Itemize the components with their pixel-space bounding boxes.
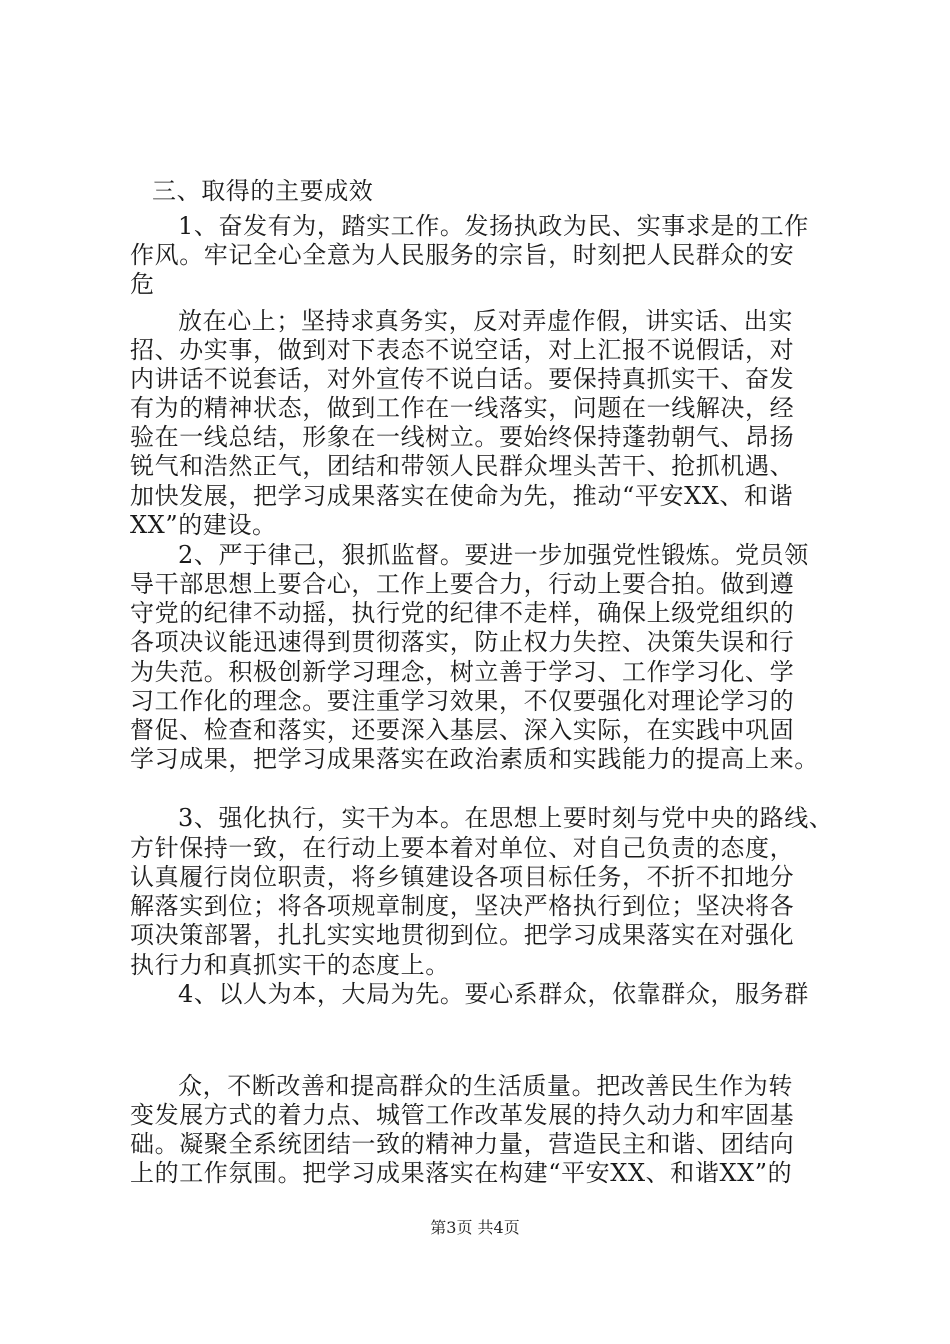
paragraph-line: 导干部思想上要合心，工作上要合力，行动上要合拍。做到遵 <box>130 570 795 598</box>
paragraph-line: 为失范。积极创新学习理念，树立善于学习、工作学习化、学 <box>130 658 795 686</box>
paragraph-line: 习工作化的理念。要注重学习效果，不仅要强化对理论学习的 <box>130 687 795 715</box>
paragraph-line: 上的工作氛围。把学习成果落实在构建“平安XX、和谐XX”的 <box>130 1159 793 1187</box>
paragraph-line: XX”的建设。 <box>130 511 277 539</box>
paragraph-line: 作风。牢记全心全意为人民服务的宗旨，时刻把人民群众的安 <box>130 241 795 269</box>
paragraph-line: 2、严于律己，狠抓监督。要进一步加强党性锻炼。党员领 <box>178 541 809 569</box>
paragraph-line: 众，不断改善和提高群众的生活质量。把改善民生作为转 <box>178 1072 793 1100</box>
paragraph-line: 3、强化执行，实干为本。在思想上要时刻与党中央的路线、 <box>178 804 834 832</box>
paragraph-line: 危 <box>130 270 155 298</box>
paragraph-line: 有为的精神状态，做到工作在一线落实，问题在一线解决，经 <box>130 394 795 422</box>
paragraph-line: 放在心上；坚持求真务实，反对弄虚作假，讲实话、出实 <box>178 307 793 335</box>
paragraph-line: 项决策部署，扎扎实实地贯彻到位。把学习成果落实在对强化 <box>130 921 795 949</box>
paragraph-line: 锐气和浩然正气，团结和带领人民群众埋头苦干、抢抓机遇、 <box>130 452 795 480</box>
paragraph-line: 变发展方式的着力点、城管工作改革发展的持久动力和牢固基 <box>130 1101 795 1129</box>
paragraph-line: 1、奋发有为，踏实工作。发扬执政为民、实事求是的工作 <box>178 212 809 240</box>
paragraph-line: 执行力和真抓实干的态度上。 <box>130 951 450 979</box>
paragraph-line: 认真履行岗位职责，将乡镇建设各项目标任务，不折不扣地分 <box>130 863 795 891</box>
paragraph-line: 各项决议能迅速得到贯彻落实，防止权力失控、决策失误和行 <box>130 628 795 656</box>
paragraph-line: 加快发展，把学习成果落实在使命为先，推动“平安XX、和谐 <box>130 482 794 510</box>
paragraph-line: 础。凝聚全系统团结一致的精神力量，营造民主和谐、团结向 <box>130 1130 795 1158</box>
paragraph-line: 学习成果，把学习成果落实在政治素质和实践能力的提高上来。 <box>130 745 819 773</box>
paragraph-line: 内讲话不说套话，对外宣传不说白话。要保持真抓实干、奋发 <box>130 365 795 393</box>
paragraph-line: 督促、检查和落实，还要深入基层、深入实际，在实践中巩固 <box>130 716 795 744</box>
paragraph-line: 守党的纪律不动摇，执行党的纪律不走样，确保上级党组织的 <box>130 599 795 627</box>
page-number-footer: 第3页 共4页 <box>430 1218 520 1237</box>
paragraph-line: 招、办实事，做到对下表态不说空话，对上汇报不说假话，对 <box>130 336 795 364</box>
section-heading: 三、取得的主要成效 <box>152 177 374 205</box>
paragraph-line: 方针保持一致，在行动上要本着对单位、对自己负责的态度， <box>130 834 795 862</box>
paragraph-line: 验在一线总结，形象在一线树立。要始终保持蓬勃朝气、昂扬 <box>130 423 795 451</box>
paragraph-line: 4、以人为本，大局为先。要心系群众，依靠群众，服务群 <box>178 980 809 1008</box>
paragraph-line: 解落实到位；将各项规章制度，坚决严格执行到位；坚决将各 <box>130 892 795 920</box>
